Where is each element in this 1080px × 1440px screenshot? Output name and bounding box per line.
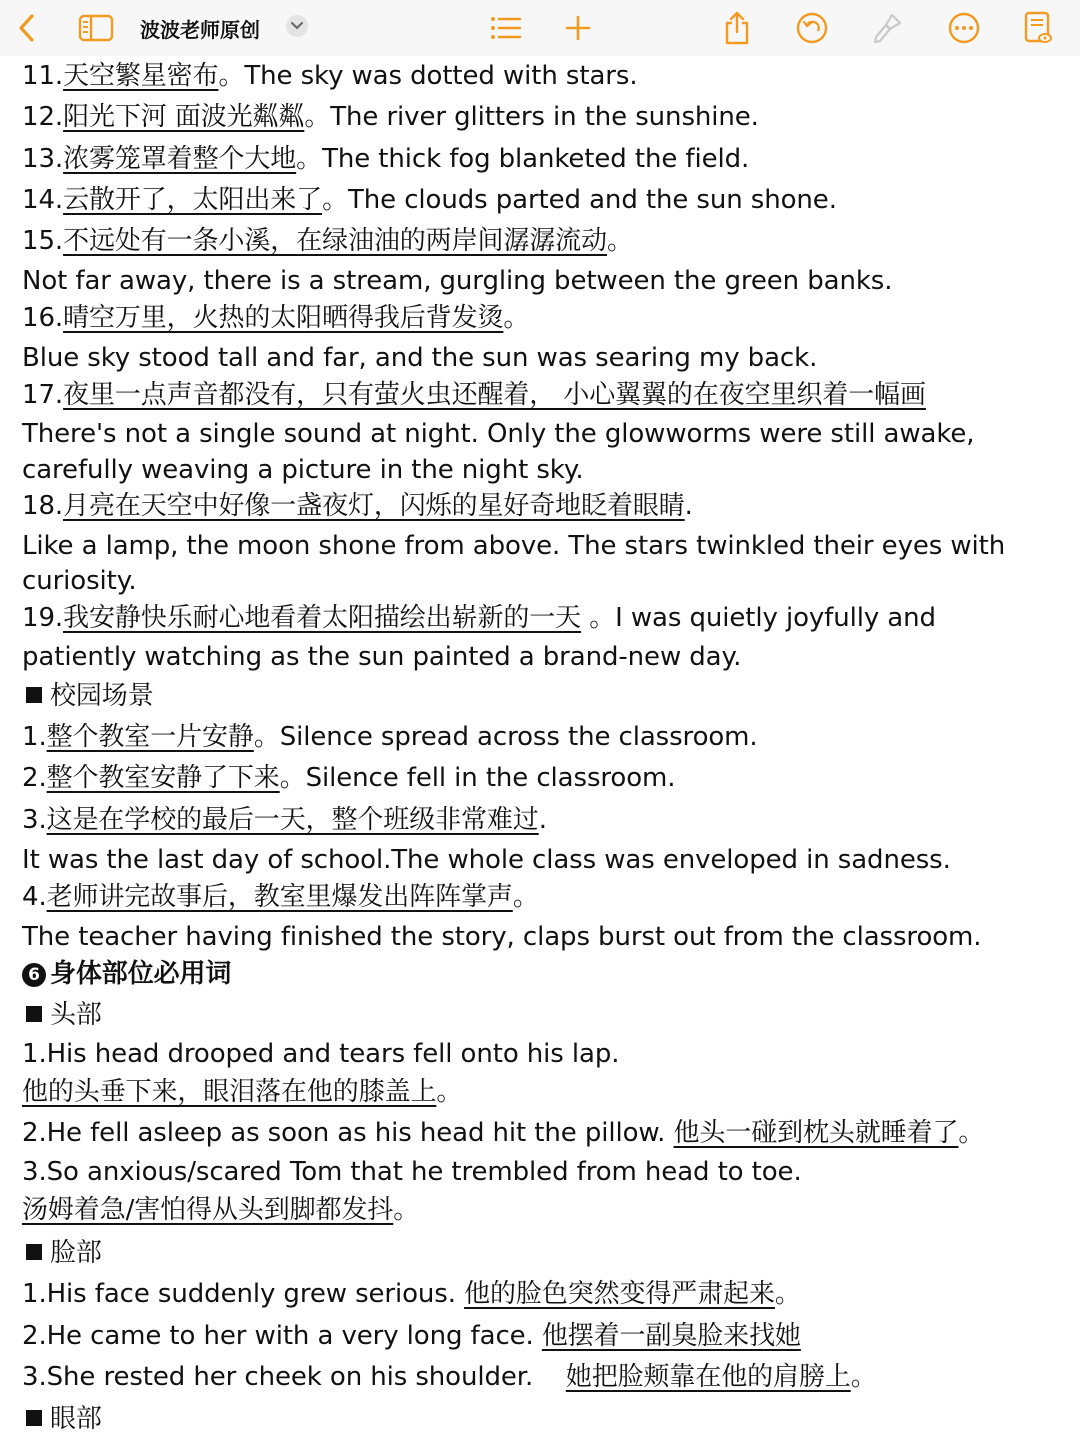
undo-icon[interactable] — [794, 8, 830, 48]
format-brush-icon[interactable] — [870, 8, 906, 48]
list-item: 18.月亮在天空中好像一盏夜灯，闪烁的星好奇地眨着眼睛. — [22, 491, 693, 521]
square-bullet-icon — [26, 1410, 42, 1426]
list-item: 11.天空繁星密布。The sky was dotted with stars. — [22, 61, 638, 91]
translation-text: Blue sky stood tall and far, and the sun was searing my back. — [22, 343, 818, 373]
section-heading: 校园场景 — [16, 680, 154, 712]
list-item: 15.不远处有一条小溪，在绿油油的两岸间潺潺流动。 — [22, 226, 633, 256]
list-item: 17.夜里一点声音都没有，只有萤火虫还醒着， 小心翼翼的在夜空里织着一幅画 — [22, 380, 926, 410]
section-heading: 脸部 — [16, 1237, 102, 1269]
title-chevron-down-icon[interactable] — [286, 15, 308, 37]
translation-text: Not far away, there is a stream, gurgling between the green banks. — [22, 266, 893, 296]
section-heading: 眼部 — [16, 1403, 102, 1435]
list-item: 3.She rested her cheek on his shoulder. 她把脸颊靠在他的肩膀上。 — [22, 1362, 877, 1392]
number-badge-icon: 6 — [22, 963, 46, 987]
share-icon[interactable] — [720, 8, 754, 48]
translation-text: There's not a single sound at night. Only the glowworms were still awake, — [22, 419, 975, 449]
section-title: 6 身体部位必用词 — [22, 958, 231, 990]
list-item: 4.老师讲完故事后，教室里爆发出阵阵掌声。 — [22, 882, 539, 912]
toolbar — [0, 0, 1080, 56]
translation-text: 汤姆着急/害怕得从头到脚都发抖。 — [22, 1195, 420, 1225]
list-item: 19.我安静快乐耐心地看着太阳描绘出崭新的一天 。I was quietly joyfully and — [22, 603, 936, 633]
list-item: 3.这是在学校的最后一天，整个班级非常难过. — [22, 805, 547, 835]
translation-text: carefully weaving a picture in the night sky. — [22, 455, 584, 485]
translation-text: patiently watching as the sun painted a brand-new day. — [22, 642, 742, 672]
back-chevron-icon[interactable] — [10, 8, 44, 48]
translation-text: 他的头垂下来，眼泪落在他的膝盖上。 — [22, 1077, 463, 1107]
square-bullet-icon — [26, 687, 42, 703]
more-options-icon[interactable] — [946, 8, 982, 48]
list-item: 14.云散开了，太阳出来了。The clouds parted and the sun shone. — [22, 185, 837, 215]
list-item: 3.So anxious/scared Tom that he trembled from head to toe. — [22, 1157, 802, 1187]
document-view-icon[interactable] — [1020, 8, 1056, 48]
list-item: 2.He fell asleep as soon as his head hit the pillow. 他头一碰到枕头就睡着了。 — [22, 1118, 985, 1148]
translation-text: The teacher having finished the story, claps burst out from the classroom. — [22, 922, 982, 952]
square-bullet-icon — [26, 1244, 42, 1260]
list-item: 13.浓雾笼罩着整个大地。The thick fog blanketed the field. — [22, 144, 750, 174]
document-title[interactable]: 波波老师原创 — [140, 18, 260, 42]
translation-text: Like a lamp, the moon shone from above. The stars twinkled their eyes with — [22, 531, 1006, 561]
list-item: 2.整个教室安静了下来。Silence fell in the classroom. — [22, 763, 676, 793]
translation-text: curiosity. — [22, 566, 137, 596]
list-item: 1.整个教室一片安静。Silence spread across the classroom. — [22, 722, 758, 752]
list-item: 2.He came to her with a very long face. 他摆着一副臭脸来找她 — [22, 1321, 801, 1351]
sidebar-icon[interactable] — [76, 8, 116, 48]
list-item: 16.晴空万里，火热的太阳晒得我后背发烫。 — [22, 303, 530, 333]
list-item: 1.His head drooped and tears fell onto his lap. — [22, 1039, 620, 1069]
section-heading: 头部 — [16, 999, 102, 1031]
square-bullet-icon — [26, 1006, 42, 1022]
translation-text: It was the last day of school.The whole class was enveloped in sadness. — [22, 845, 951, 875]
list-item: 12.阳光下河 面波光粼粼。The river glitters in the sunshine. — [22, 102, 759, 132]
list-item: 1.His face suddenly grew serious. 他的脸色突然变得严肃起来。 — [22, 1279, 801, 1309]
list-icon[interactable] — [488, 8, 524, 48]
add-icon[interactable] — [562, 8, 594, 48]
